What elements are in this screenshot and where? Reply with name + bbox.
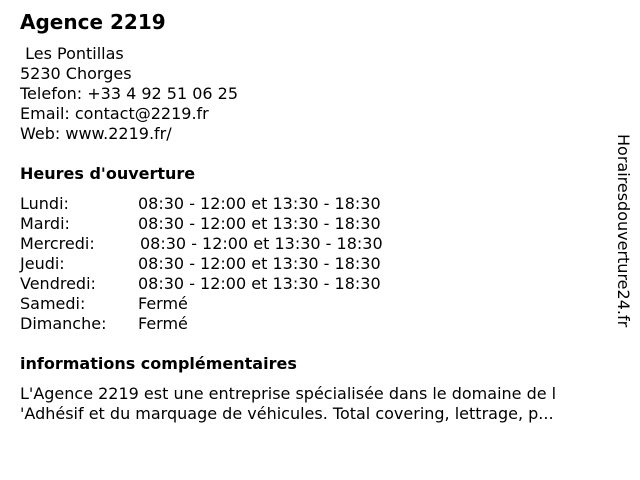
- time-value: Fermé: [138, 294, 188, 313]
- time-value: 08:30 - 12:00 et 13:30 - 18:30: [138, 214, 381, 233]
- time-value: 08:30 - 12:00 et 13:30 - 18:30: [138, 194, 381, 213]
- info-heading: informations complémentaires: [20, 354, 297, 373]
- address-city: 5230 Chorges: [20, 64, 132, 83]
- info-line-1: L'Agence 2219 est une entreprise spécialisée dans le domaine de l: [20, 384, 557, 403]
- time-value: 08:30 - 12:00 et 13:30 - 18:30: [138, 274, 381, 293]
- day-label: Jeudi:: [20, 254, 65, 273]
- day-label: Dimanche:: [20, 314, 107, 333]
- hours-row-monday: [20, 194, 460, 214]
- website-address: Web: www.2219.fr/: [20, 124, 172, 143]
- hours-row-thursday: [20, 254, 460, 274]
- info-description: [20, 384, 610, 424]
- day-label: Lundi:: [20, 194, 69, 213]
- time-value: 08:30 - 12:00 et 13:30 - 18:30: [138, 254, 381, 273]
- phone-number: Telefon: +33 4 92 51 06 25: [20, 84, 239, 103]
- hours-row-wednesday: [20, 234, 460, 254]
- hours-row-tuesday: [20, 214, 460, 234]
- site-watermark: [612, 134, 634, 344]
- email-address: Email: contact@2219.fr: [20, 104, 209, 123]
- time-value: Fermé: [138, 314, 188, 333]
- day-label: Mardi:: [20, 214, 70, 233]
- business-name: Agence 2219: [20, 10, 166, 34]
- time-value: 08:30 - 12:00 et 13:30 - 18:30: [140, 234, 383, 253]
- hours-row-friday: [20, 274, 460, 294]
- hours-heading: Heures d'ouverture: [20, 164, 196, 183]
- day-label: Vendredi:: [20, 274, 96, 293]
- address-street: Les Pontillas: [20, 44, 124, 63]
- hours-row-saturday: [20, 294, 460, 314]
- day-label: Mercredi:: [20, 234, 95, 253]
- info-line-2: 'Adhésif et du marquage de véhicules. Total covering, lettrage, p...: [20, 404, 554, 423]
- hours-row-sunday: [20, 314, 460, 334]
- watermark-text: Horairesdouverture24.fr: [614, 134, 633, 328]
- opening-hours-list: [20, 194, 460, 334]
- day-label: Samedi:: [20, 294, 86, 313]
- contact-block: [20, 44, 238, 144]
